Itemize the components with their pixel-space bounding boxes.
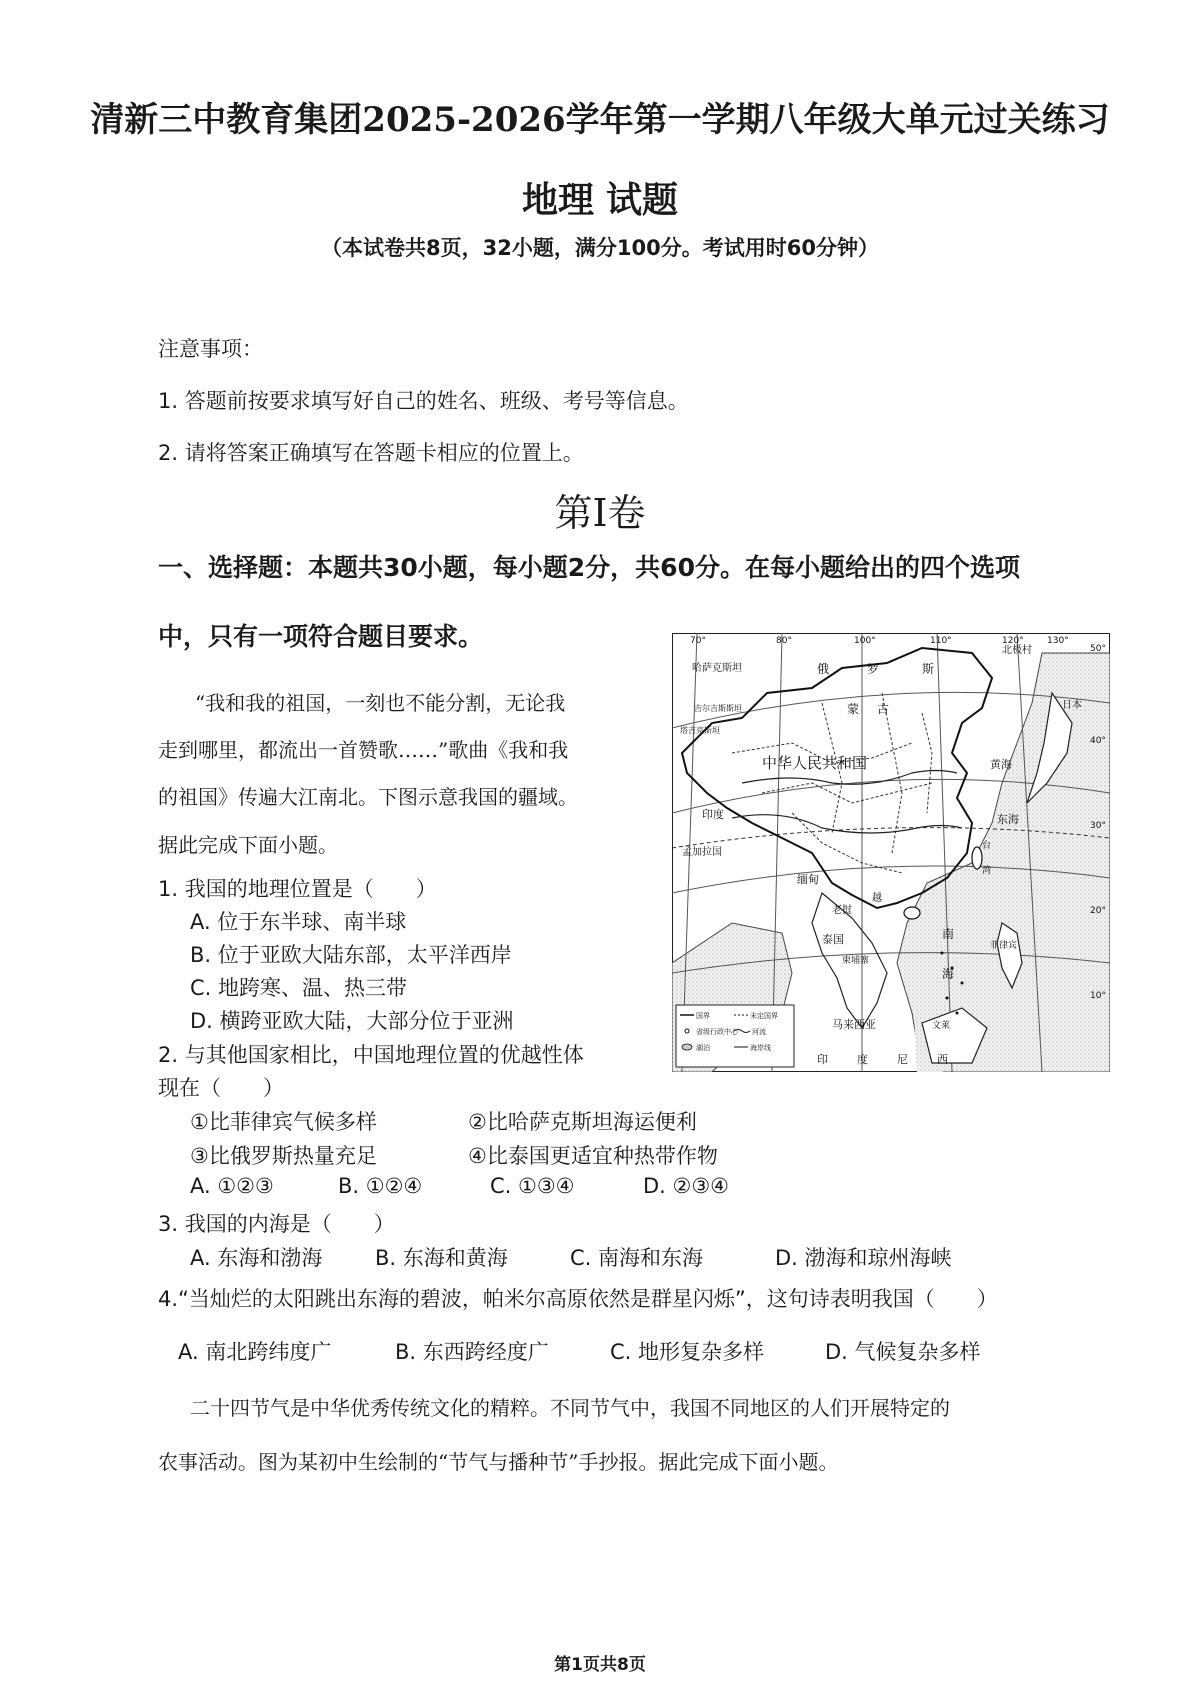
map-label: 越	[872, 893, 882, 904]
note-item: 1. 答题前按要求填写好自己的姓名、班级、考号等信息。	[158, 389, 689, 413]
taiwan-island	[972, 847, 982, 869]
map-label: 中华人民共和国	[762, 754, 868, 772]
legend-item: 未定国界	[750, 1012, 778, 1020]
passage-line: “我和我的祖国，一刻也不能分割，无论我	[195, 691, 566, 715]
question-4-stem: 4.“当灿烂的太阳跳出东海的碧波，帕米尔高原依然是群星闪烁”，这句诗表明我国（ ）	[158, 1287, 998, 1311]
lon-label: 120°	[1002, 636, 1024, 646]
question-3-option-a: A. 东海和渤海	[190, 1246, 323, 1270]
legend-item: 河流	[752, 1028, 766, 1036]
question-2-option-c: C. ①③④	[490, 1174, 575, 1198]
map-label: 吉尔吉斯斯坦	[694, 704, 742, 713]
lon-label: 70°	[690, 636, 706, 646]
question-3-stem: 3. 我国的内海是（ ）	[158, 1212, 395, 1236]
map-label: 尼	[897, 1053, 908, 1066]
question-2-item: ③比俄罗斯热量充足	[190, 1144, 377, 1168]
question-4-option-d: D. 气候复杂多样	[825, 1340, 981, 1364]
subject-title	[0, 172, 1200, 223]
map-label: 塔吉克斯坦	[680, 726, 720, 735]
map-label: 俄	[817, 662, 830, 676]
question-2-stem: 2. 与其他国家相比，中国地理位置的优越性体	[158, 1043, 584, 1067]
subject-suffix: 试题	[606, 179, 679, 221]
map-label: 老挝	[832, 905, 852, 916]
legend-item: 省级行政中心	[696, 1028, 738, 1036]
question-4-option-c: C. 地形复杂多样	[610, 1340, 765, 1364]
map-label: 北极村	[1002, 645, 1032, 656]
map-label: 菲律宾	[990, 941, 1018, 951]
map-label: 柬埔寨	[842, 956, 870, 966]
map-label: 印度	[702, 808, 724, 821]
passage-line: 的祖国》传遍大江南北。下图示意我国的疆域。	[158, 785, 578, 809]
question-4-option-a: A. 南北跨纬度广	[178, 1340, 332, 1364]
passage2-line2: 农事活动。图为某初中生绘制的“节气与播种节”手抄报。据此完成下面小题。	[158, 1450, 839, 1474]
question-1-option-d: D. 横跨亚欧大陆，大部分位于亚洲	[190, 1009, 514, 1033]
map-label: 文莱	[932, 1021, 951, 1031]
question-1-option-b: B. 位于亚欧大陆东部，太平洋西岸	[190, 943, 512, 967]
lat-label: 50°	[1090, 644, 1106, 654]
question-1-stem: 1. 我国的地理位置是（ ）	[158, 877, 437, 901]
exam-info: （本试卷共8页，32小题，满分100分。考试用时60分钟）	[321, 236, 879, 260]
legend-item: 国界	[696, 1012, 710, 1020]
question-3-option-c: C. 南海和东海	[570, 1246, 704, 1270]
note-item: 2. 请将答案正确填写在答题卡相应的位置上。	[158, 441, 584, 465]
question-2-item: ②比哈萨克斯坦海运便利	[468, 1110, 697, 1134]
lon-label: 110°	[930, 636, 952, 646]
question-3-option-b: B. 东海和黄海	[375, 1246, 508, 1270]
question-3-option-d: D. 渤海和琼州海峡	[775, 1246, 952, 1270]
page-footer: 第1页共8页	[554, 1655, 646, 1675]
lon-label: 100°	[854, 636, 876, 646]
map-label: 黄海	[990, 758, 1012, 771]
map-label: 泰国	[822, 933, 844, 946]
map-label: 蒙	[847, 702, 860, 716]
question-2-stem-cont: 现在（ ）	[158, 1076, 284, 1100]
question-2-item: ④比泰国更适宜种热带作物	[468, 1144, 718, 1168]
map-legend	[676, 1005, 794, 1067]
passage-line: 走到哪里，都流出一首赞歌……”歌曲《我和我	[158, 738, 569, 762]
lat-label: 40°	[1090, 736, 1106, 746]
legend-item: 湖泊	[696, 1044, 710, 1052]
question-2-item: ①比菲律宾气候多样	[190, 1110, 377, 1134]
map-label: 西	[937, 1053, 948, 1066]
map-label: 台	[982, 841, 992, 851]
lon-label: 130°	[1047, 636, 1069, 646]
map-label: 南	[942, 927, 955, 941]
lat-label: 30°	[1090, 821, 1106, 831]
hainan-island	[904, 907, 920, 919]
question-1-option-a: A. 位于东半球、南半球	[190, 910, 407, 934]
section-heading-line2: 中，只有一项符合题目要求。	[158, 622, 484, 651]
map-label: 湾	[982, 866, 992, 876]
map-label: 海	[942, 967, 955, 981]
section-heading-line1: 一、选择题：本题共30小题，每小题2分，共60分。在每小题给出的四个选项	[158, 553, 1020, 582]
exam-title: 清新三中教育集团2025-2026学年第一学期八年级大单元过关练习	[90, 100, 1110, 140]
lon-label: 80°	[776, 636, 792, 646]
question-2-option-a: A. ①②③	[190, 1174, 274, 1198]
map-label: 古	[877, 702, 890, 716]
question-1-option-c: C. 地跨寒、温、热三带	[190, 976, 408, 1000]
map-label: 日本	[1062, 700, 1082, 711]
question-4-option-b: B. 东西跨经度广	[395, 1340, 549, 1364]
map-label: 缅甸	[797, 873, 819, 886]
passage-line: 据此完成下面小题。	[158, 833, 338, 857]
volume-title: 第Ⅰ卷	[554, 491, 646, 535]
map-label: 孟加拉国	[682, 847, 722, 858]
map-label: 斯	[922, 662, 935, 676]
legend-item: 海岸线	[750, 1044, 771, 1052]
subject-name: 地理	[521, 179, 594, 221]
notes-heading: 注意事项：	[158, 337, 263, 361]
passage2-line1: 二十四节气是中华优秀传统文化的精粹。不同节气中，我国不同地区的人们开展特定的	[190, 1396, 950, 1420]
lat-label: 20°	[1090, 906, 1106, 916]
lat-label: 10°	[1090, 991, 1106, 1001]
question-2-option-d: D. ②③④	[643, 1174, 729, 1198]
question-2-option-b: B. ①②④	[338, 1174, 423, 1198]
map-label: 罗	[867, 662, 880, 676]
map-label: 马来西亚	[832, 1018, 876, 1031]
map-label: 度	[857, 1053, 868, 1066]
map-label: 印	[817, 1053, 828, 1066]
china-territory-map	[672, 633, 1110, 1072]
map-label: 东海	[997, 813, 1019, 826]
map-label: 哈萨克斯坦	[692, 663, 742, 674]
